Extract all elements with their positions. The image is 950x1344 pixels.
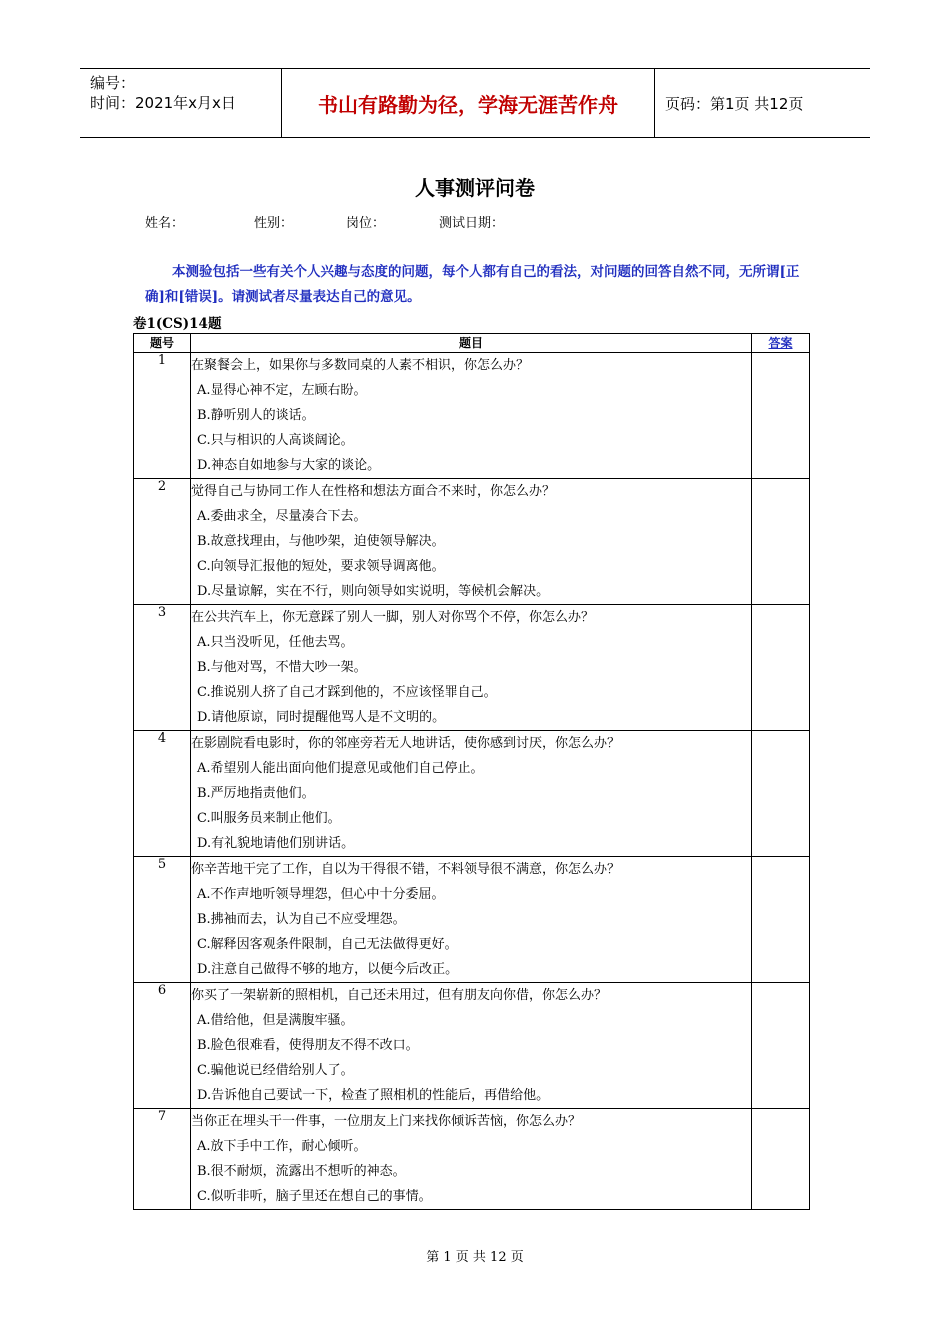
question-cell [191, 605, 752, 731]
name-field-label: 姓名： [145, 216, 185, 231]
page-footer: 第 1 页 共 12 页 [426, 1250, 524, 1265]
question-table [133, 333, 810, 1210]
question-option: D.神态自如地参与大家的谈论。 [197, 458, 381, 473]
question-row [134, 353, 810, 479]
question-option: B.严厉地指责他们。 [197, 786, 315, 801]
header-slogan: 书山有路勤为径，学海无涯苦作舟 [281, 69, 655, 137]
question-text: 在聚餐会上，如果你与多数同桌的人素不相识，你怎么办？ [191, 358, 530, 373]
question-option: C.向领导汇报他的短处，要求领导调离他。 [197, 559, 445, 574]
header-page-info: 页码：第1页 共12页 [665, 94, 804, 113]
question-cell [191, 983, 752, 1109]
question-option: C.推说别人挤了自己才踩到他的，不应该怪罪自己。 [197, 685, 497, 700]
question-option: A.不作声地听领导埋怨，但心中十分委屈。 [197, 887, 445, 902]
table-header-row [134, 334, 810, 353]
question-option: A.只当没听见，任他去骂。 [197, 635, 354, 650]
section-title: 卷1(CS)14题 [133, 316, 222, 332]
question-number: 4 [134, 731, 191, 857]
header-question: 题目 [191, 334, 752, 353]
answer-cell[interactable] [752, 983, 810, 1109]
time-label: 时间：2021年x月x日 [90, 94, 236, 112]
question-option: A.希望别人能出面向他们提意见或他们自己停止。 [197, 761, 484, 776]
question-number: 1 [134, 353, 191, 479]
question-row [134, 731, 810, 857]
code-label: 编号： [90, 74, 136, 92]
question-option: A.显得心神不定，左顾右盼。 [197, 383, 367, 398]
answer-cell[interactable] [752, 731, 810, 857]
question-option: B.故意找理由，与他吵架，迫使领导解决。 [197, 534, 445, 549]
question-text: 当你正在埋头干一件事，一位朋友上门来找你倾诉苦恼，你怎么办？ [191, 1114, 582, 1129]
question-text: 在公共汽车上，你无意踩了别人一脚，别人对你骂个不停，你怎么办？ [191, 610, 595, 625]
test-date-field-label: 测试日期： [439, 216, 505, 231]
question-row [134, 1109, 810, 1210]
question-row [134, 605, 810, 731]
question-option: A.借给他，但是满腹牢骚。 [197, 1013, 354, 1028]
header-meta [90, 73, 236, 113]
position-field-label: 岗位： [346, 216, 386, 231]
answer-cell[interactable] [752, 479, 810, 605]
question-option: C.似听非听，脑子里还在想自己的事情。 [197, 1189, 432, 1204]
question-option: C.叫服务员来制止他们。 [197, 811, 341, 826]
question-option: B.与他对骂，不惜大吵一架。 [197, 660, 367, 675]
question-cell [191, 479, 752, 605]
question-option: D.注意自己做得不够的地方，以便今后改正。 [197, 962, 459, 977]
question-text: 觉得自己与协同工作人在性格和想法方面合不来时，你怎么办？ [191, 484, 556, 499]
question-cell [191, 731, 752, 857]
question-row [134, 479, 810, 605]
question-option: C.只与相识的人高谈阔论。 [197, 433, 354, 448]
question-option: B.静听别人的谈话。 [197, 408, 315, 423]
question-row [134, 983, 810, 1109]
question-cell [191, 353, 752, 479]
question-row [134, 857, 810, 983]
question-number: 7 [134, 1109, 191, 1210]
question-option: B.拂袖而去，认为自己不应受埋怨。 [197, 912, 406, 927]
document-title: 人事测评问卷 [415, 176, 535, 200]
question-rows [134, 353, 810, 1210]
intro-paragraph: 本测验包括一些有关个人兴趣与态度的问题，每个人都有自己的看法，对问题的回答自然不同，无所谓[正确]和[错误]。请测试者尽量表达自己的意见。 [145, 264, 800, 305]
question-cell [191, 857, 752, 983]
question-text: 在影剧院看电影时，你的邻座旁若无人地讲话，使你感到讨厌，你怎么办？ [191, 736, 621, 751]
header-number: 题号 [134, 334, 191, 353]
question-option: A.委曲求全，尽量凑合下去。 [197, 509, 367, 524]
question-number: 3 [134, 605, 191, 731]
question-option: B.很不耐烦，流露出不想听的神态。 [197, 1164, 406, 1179]
answer-cell[interactable] [752, 1109, 810, 1210]
gender-field-label: 性别： [254, 216, 294, 231]
answer-cell[interactable] [752, 605, 810, 731]
question-number: 6 [134, 983, 191, 1109]
question-option: D.有礼貌地请他们别讲话。 [197, 836, 355, 851]
question-text: 你买了一架崭新的照相机，自己还未用过，但有朋友向你借，你怎么办？ [191, 988, 608, 1003]
question-number: 5 [134, 857, 191, 983]
question-option: A.放下手中工作，耐心倾听。 [197, 1139, 367, 1154]
question-option: C.解释因客观条件限制，自己无法做得更好。 [197, 937, 458, 952]
question-option: B.脸色很难看，使得朋友不得不改口。 [197, 1038, 419, 1053]
page-header [80, 68, 870, 138]
question-option: D.请他原谅，同时提醒他骂人是不文明的。 [197, 710, 446, 725]
answer-cell[interactable] [752, 857, 810, 983]
question-option: D.尽量谅解，实在不行，则向领导如实说明，等候机会解决。 [197, 584, 550, 599]
question-number: 2 [134, 479, 191, 605]
question-text: 你辛苦地干完了工作，自以为干得很不错，不料领导很不满意，你怎么办？ [191, 862, 621, 877]
header-answer: 答案 [752, 334, 810, 353]
question-cell [191, 1109, 752, 1210]
question-option: D.告诉他自己要试一下，检查了照相机的性能后，再借给他。 [197, 1088, 550, 1103]
answer-cell[interactable] [752, 353, 810, 479]
question-option: C.骗他说已经借给别人了。 [197, 1063, 354, 1078]
